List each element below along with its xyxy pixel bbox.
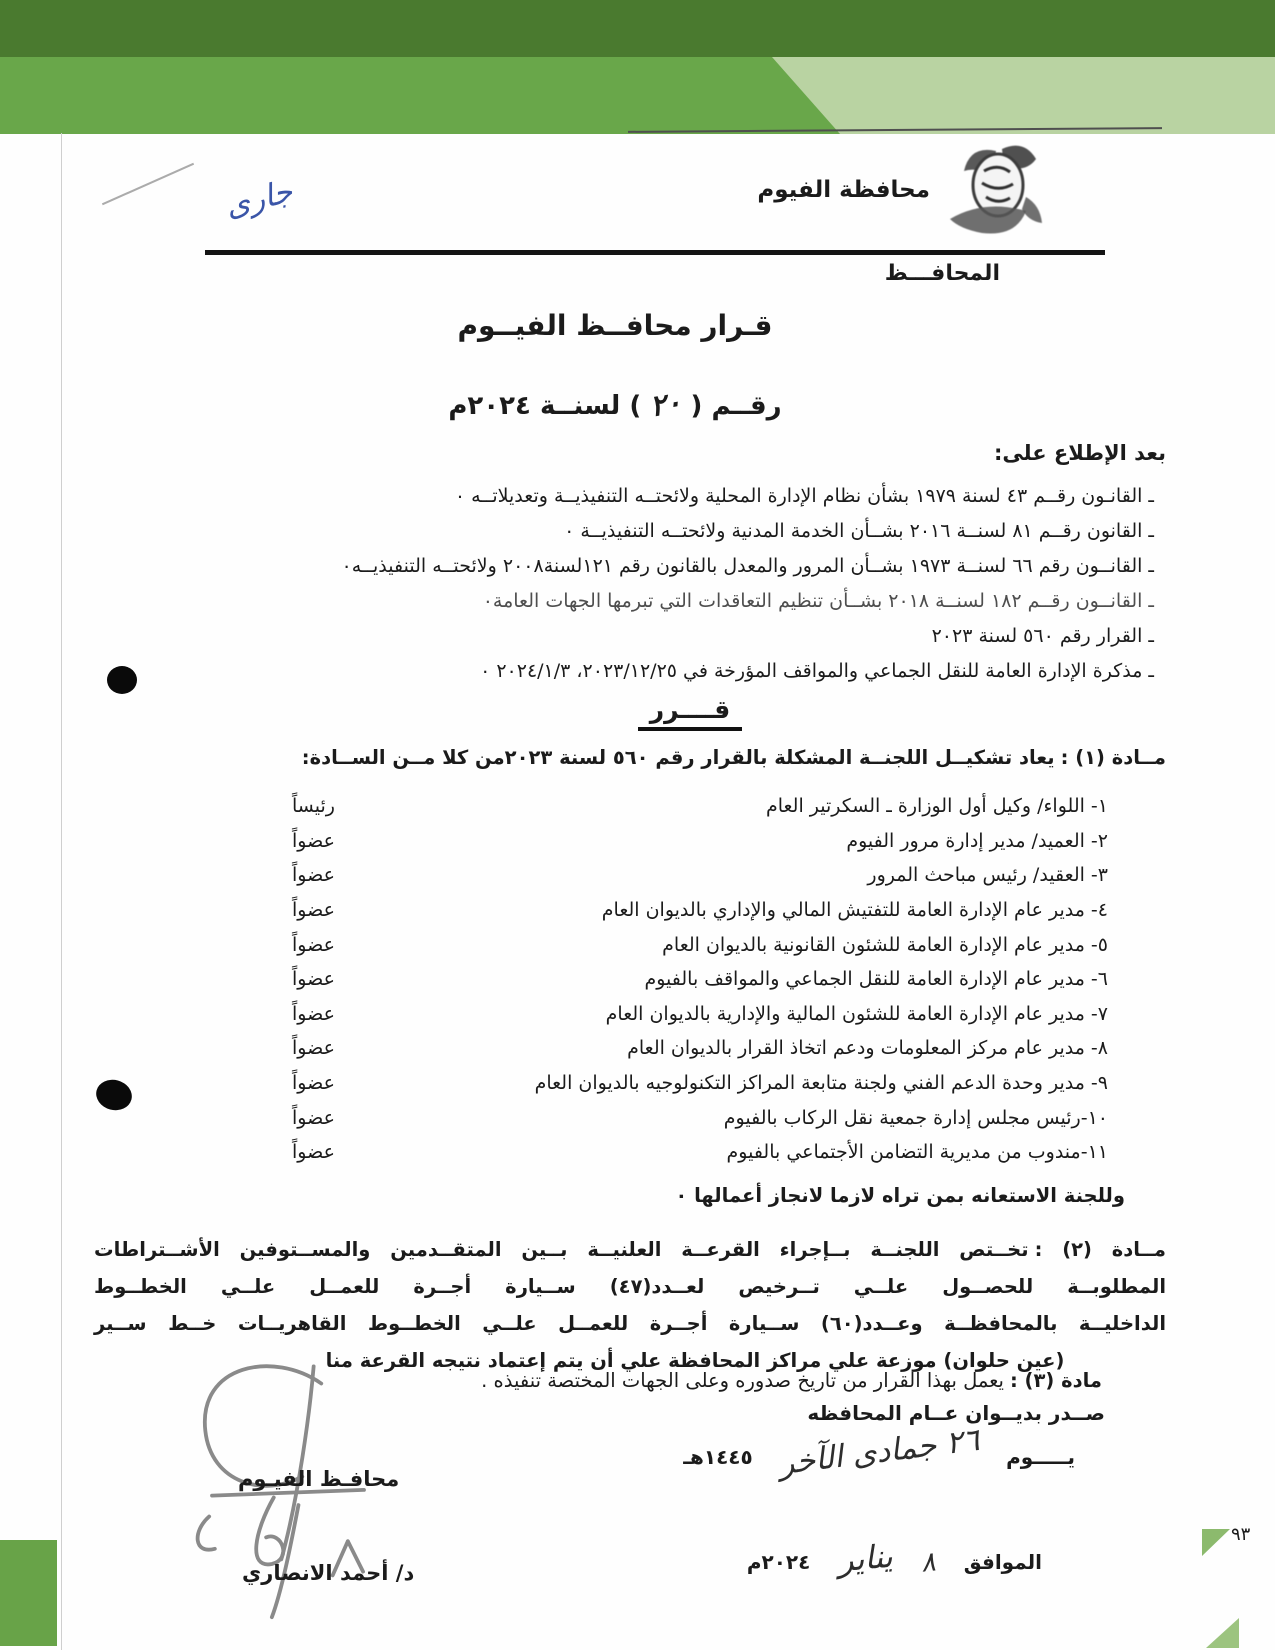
preamble-item: ـ القرار رقم ٥٦٠ لسنة ٢٠٢٣ xyxy=(931,625,1154,647)
hijri-date-line xyxy=(683,1421,1075,1483)
preamble-item: ـ القانــون رقــم ١٨٢ لسنــة ٢٠١٨ بشــأن تنظيم التعاقدات التي تبرمها الجهات العامة٠ xyxy=(482,590,1154,612)
member-name: ١١-مندوب من مديرية التضامن الأجتماعي بالفيوم xyxy=(726,1141,1108,1164)
article-2-line: مــادة (٢) :تخــتص اللجنــة بــإجراء القرعــة العلنيــة بــين المتقــدمين والمســتوفين الأشــتراطات xyxy=(94,1238,1166,1261)
member-row xyxy=(292,1066,1108,1101)
preamble-item: ـ القانون رقــم ٨١ لسنــة ٢٠١٦ بشــأن الخدمة المدنية ولائحتــه التنفيذيــة ٠ xyxy=(564,520,1154,542)
preamble-item: ـ القانـون رقــم ٤٣ لسنة ١٩٧٩ بشأن نظام الإدارة المحلية ولائحتــه التنفيذيــة وتعديلاتــه ٠ xyxy=(454,485,1154,507)
decree-number-suffix: ) لسنــة ٢٠٢٤م xyxy=(448,391,642,421)
article-3-label: مادة (٣) : xyxy=(1009,1369,1102,1392)
member-row xyxy=(292,962,1108,997)
member-role: رئيساً xyxy=(292,795,335,818)
gregorian-day-handwritten: ٨ xyxy=(919,1545,938,1579)
article-2-label: مــادة (٢) : xyxy=(1034,1238,1166,1261)
article-1-label: مــادة (١) : xyxy=(1060,746,1166,769)
member-role: عضواً xyxy=(292,829,335,852)
hijri-date-handwritten: ٢٦ جمادى الآخر xyxy=(776,1421,981,1483)
member-name: ٦- مدير عام الإدارة العامة للنقل الجماعي والمواقف بالفيوم xyxy=(644,968,1108,991)
preamble-list xyxy=(88,485,1154,695)
member-name: ٨- مدير عام مركز المعلومات ودعم اتخاذ القرار بالديوان العام xyxy=(627,1037,1108,1060)
committee-members-list xyxy=(292,789,1108,1170)
member-row xyxy=(292,858,1108,893)
member-row xyxy=(292,1135,1108,1170)
signer-title: محافـظ الفيـوم xyxy=(238,1467,400,1491)
member-name: ٤- مدير عام الإدارة العامة للتفتيش المالي والإداري بالديوان العام xyxy=(601,899,1108,922)
member-row xyxy=(292,1031,1108,1066)
preamble-item: ـ مذكرة الإدارة العامة للنقل الجماعي والمواقف المؤرخة في ٢٠٢٣/١٢/٢٥، ٢٠٢٤/١/٣ ٠ xyxy=(480,660,1154,682)
assistance-note: وللجنة الاستعانه بمن تراه لازما لانجاز أعمالها ٠ xyxy=(675,1184,1125,1207)
preamble-heading: بعد الإطلاع على: xyxy=(994,441,1166,465)
article-1-line xyxy=(302,746,1166,769)
member-row xyxy=(292,893,1108,928)
decree-number-line xyxy=(60,384,1170,424)
decree-title: قـرار محافــظ الفيــوم xyxy=(457,309,773,342)
article-2-line: الداخليــة بالمحافظــة وعــدد(٦٠) ســيارة أجــرة للعمــل علــي الخطــوط القاهريــات خــط ســير xyxy=(94,1312,1166,1335)
decree-number-handwritten: ٢٠ xyxy=(647,384,684,424)
member-name: ٣- العقيد/ رئيس مباحث المرور xyxy=(867,864,1108,887)
decision-heading: قــــرر xyxy=(60,695,1170,724)
corner-triangle-icon xyxy=(1206,1618,1239,1648)
bottom-left-green-block xyxy=(0,1540,57,1646)
member-name: ٥- مدير عام الإدارة العامة للشئون القانونية بالديوان العام xyxy=(662,933,1108,956)
article-2-line: المطلوبــة للحصــول علــي تــرخيص لعــدد(٤٧) ســيارة أجــرة للعمــل علــي الخطــوط xyxy=(94,1275,1166,1298)
hijri-year: ١٤٤٥هـ xyxy=(683,1445,753,1469)
top-banner-medium-band xyxy=(0,57,845,134)
member-role: عضواً xyxy=(292,968,335,991)
member-row xyxy=(292,824,1108,859)
member-row xyxy=(292,927,1108,962)
article-2-line: (عين حلوان) موزعة علي مراكز المحافظة علي أن يتم إعتماد نتيجه القرعة منا xyxy=(325,1349,1065,1372)
member-role: عضواً xyxy=(292,1106,335,1129)
member-role: عضواً xyxy=(292,1002,335,1025)
gregorian-date-line xyxy=(746,1536,1042,1581)
member-role: عضواً xyxy=(292,1141,335,1164)
governorate-logo xyxy=(940,137,1052,255)
member-row xyxy=(292,789,1108,824)
member-role: عضواً xyxy=(292,1037,335,1060)
member-row xyxy=(292,997,1108,1032)
gregorian-label: الموافق xyxy=(963,1550,1042,1574)
top-banner-dark-band xyxy=(0,0,1275,57)
member-role: عضواً xyxy=(292,1072,335,1095)
member-role: عضواً xyxy=(292,899,335,922)
article-3-text: يعمل بهذا القرار من تاريخ صدوره وعلى الجهات المختصة تنفيذه . xyxy=(481,1369,1004,1392)
article-3-line xyxy=(481,1369,1102,1392)
gregorian-month-handwritten: يناير xyxy=(836,1536,895,1580)
member-role: عضواً xyxy=(292,933,335,956)
member-name: ٩- مدير وحدة الدعم الفني ولجنة متابعة المراكز التكنولوجيه بالديوان العام xyxy=(534,1072,1108,1095)
corner-triangle-icon xyxy=(1202,1529,1230,1556)
signature-scribble xyxy=(152,1355,424,1640)
issued-line: صــدر بديــوان عــام المحافظه xyxy=(807,1401,1105,1425)
page-number: ٩٣ xyxy=(1231,1524,1251,1545)
governor-office-title: المحافـــظ xyxy=(884,261,1000,286)
header-rule xyxy=(205,250,1105,255)
decree-number-prefix: رقــم ( xyxy=(690,391,782,421)
handwritten-note: جارى xyxy=(221,173,297,225)
member-name: ١- اللواء/ وكيل أول الوزارة ـ السكرتير العام xyxy=(765,795,1108,818)
document-paper xyxy=(60,133,1170,1650)
member-name: ٧- مدير عام الإدارة العامة للشئون المالية والإدارية بالديوان العام xyxy=(605,1002,1108,1025)
member-name: ١٠-رئيس مجلس إدارة جمعية نقل الركاب بالفيوم xyxy=(723,1106,1108,1129)
member-name: ٢- العميد/ مدير إدارة مرور الفيوم xyxy=(846,829,1108,852)
member-row xyxy=(292,1100,1108,1135)
gregorian-year: ٢٠٢٤م xyxy=(746,1550,811,1574)
day-label: يـــــوم xyxy=(1006,1445,1075,1469)
preamble-item: ـ القانــون رقم ٦٦ لسنــة ١٩٧٣ بشــأن المرور والمعدل بالقانون رقم ١٢١لسنة٢٠٠٨ ولائحتــه التنفيذيــه٠ xyxy=(341,555,1154,577)
governorate-name: محافظة الفيوم xyxy=(757,177,930,203)
member-role: عضواً xyxy=(292,864,335,887)
signer-name: د/ أحمد الانصاري xyxy=(242,1561,415,1585)
article-1-text: يعاد تشكيــل اللجنــة المشكلة بالقرار رقم ٥٦٠ لسنة ٢٠٢٣من كلا مــن الســادة: xyxy=(301,746,1055,769)
